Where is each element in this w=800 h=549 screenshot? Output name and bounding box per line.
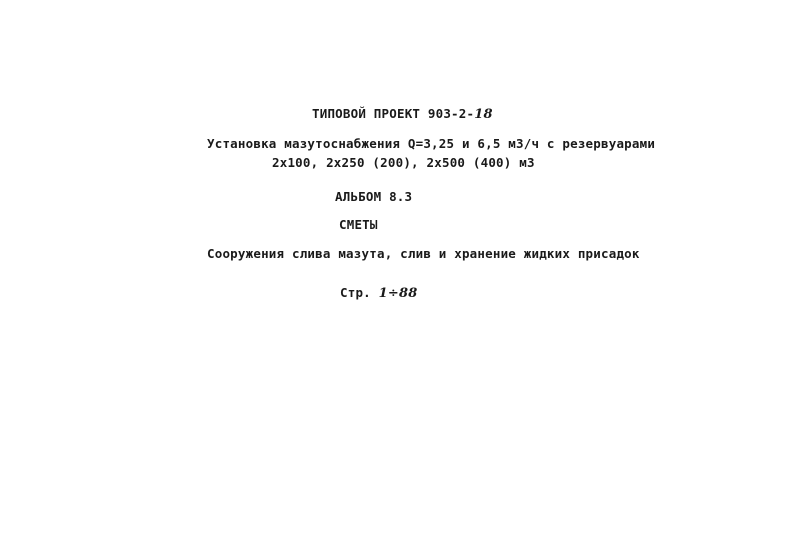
project-title xyxy=(312,106,493,123)
project-number-handwritten: 18 xyxy=(474,107,493,122)
project-subtitle-line-2: 2х100, 2х250 (200), 2х500 (400) м3 xyxy=(272,155,535,170)
page-range-handwritten: 1÷88 xyxy=(378,286,418,301)
project-subtitle-line-1: Установка мазутоснабжения Q=3,25 и 6,5 м3/ч с резервуарами xyxy=(207,136,656,151)
project-title-prefix: ТИПОВОЙ ПРОЕКТ 903-2- xyxy=(312,106,475,121)
page-range xyxy=(340,285,417,302)
section-description: Сооружения слива мазута, слив и хранение жидких присадок xyxy=(207,246,640,261)
section-title: СМЕТЫ xyxy=(339,217,378,232)
page-range-label: Стр. xyxy=(340,285,371,300)
album-number: АЛЬБОМ 8.3 xyxy=(335,189,413,204)
